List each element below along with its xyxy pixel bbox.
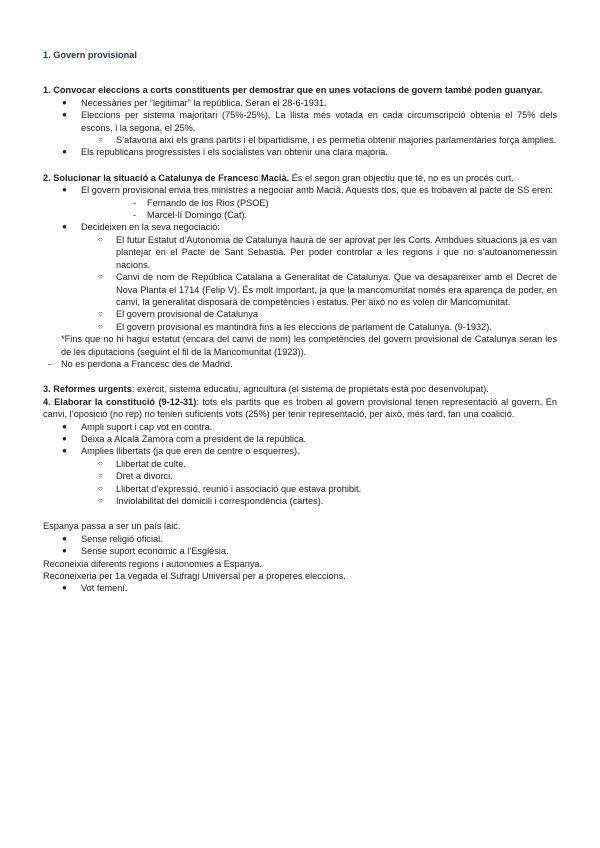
dash-icon: - (133, 197, 137, 208)
bullet-icon: ● (62, 433, 67, 443)
list-subitem: ○ Llibertat de culte. (98, 458, 186, 469)
bullet-icon: ● (62, 546, 67, 556)
minister-item: - Marcel·lí Domingo (Cat). (133, 210, 248, 221)
list-subitem: ○ El govern provisional es mantindrà fins a les eleccions de parlament de Catalunya. (9-1932). (98, 321, 492, 332)
list-subitem: ○ Dret a divorci. (98, 471, 173, 482)
list-subitem: ○ Inviolabilitat del domicili i correspondència (cartes). (98, 496, 324, 506)
circle-bullet-icon: ○ (98, 321, 103, 331)
s5-line2: Reconeixia diferents regions i autonomies a Espanya. (43, 558, 263, 569)
circle-bullet-icon: ○ (98, 483, 103, 493)
list-item: ● Amplies llibertats (ja que eren de centre o esquerres). (62, 446, 300, 457)
bullet-icon: ● (62, 97, 67, 107)
bullet-icon: ● (62, 110, 67, 120)
dash-item: - No es perdona a Francesc des de Madrid. (48, 358, 233, 369)
list-subitem: ○ Canvi de nom de República Catalana a Generalitat de Catalunya. Que va desaparèixer amb el Decret de Nova Planta el 1714 (Felip V). És molt important, ja que la mancomunitat només era aparença de poder, en canvi, la generalitat disposarà de competències i estatus. Per això no es volen dir Mancomunitat. (98, 272, 557, 307)
bullet-icon: ● (62, 583, 67, 593)
s4-paragraph: 4. Elaborar la constitució (9-12-31): tots els partits que es troben al govern provisional tenen representació al govern. En canvi, l’oposició (no rep) no tenien suficients vots (25%) per tenir representació, per això, més tard, fan una coalició. (43, 396, 557, 420)
list-item: ● Ampli suport i cap vot en contra. (62, 421, 213, 432)
bullet-icon: ● (62, 147, 67, 157)
list-subitem: ○ El futur Estatut d’Autonomia de Catalunya haurà de ser aprovat per les Corts. Ambdues situacions ja es van plantejar en el Pacte de Sant Sebastià. Per poder controlar a les regions i que no s’autoanomenessin nacions. (98, 234, 557, 270)
s2-heading: 2. Solucionar la situació a Catalunya de Francesc Macià. És el segon gran objectiu que té, no es un procés curt. (43, 172, 514, 183)
s1-list (43, 97, 557, 159)
bullet-icon: ● (62, 185, 67, 195)
list-subitem: ○ El govern provisional de Catalunya (98, 309, 258, 320)
bullet-icon: ● (62, 533, 67, 543)
circle-bullet-icon: ○ (98, 272, 103, 282)
list-item: ● Vot femení. (62, 583, 128, 594)
list-item: ● Necessàries per “legitimar” la república. Seran el 28-6-1931. (62, 97, 327, 108)
s2-list (43, 184, 557, 333)
s5-line1: Espanya passa a ser un país laic. (43, 521, 181, 532)
section-title: 1. Govern provisional (43, 50, 137, 60)
circle-bullet-icon: ○ (98, 309, 103, 319)
list-subitem: ○ S’afavoria així els grans partits i el bipartidisme, i es permetia obtenir majories parlamentàries força àmplies. (98, 135, 557, 146)
dash-icon: - (48, 358, 52, 369)
list-item: ● Sense religió oficial. (62, 533, 163, 544)
bullet-icon: ● (62, 421, 67, 431)
circle-bullet-icon: ○ (98, 471, 103, 481)
s5-list (43, 533, 557, 558)
list-subitem: ○ Llibertat d’expressió, reunió i associació que estava prohibit. (98, 483, 362, 494)
list-item: ● Sense suport econòmic a l’Església. (62, 546, 229, 557)
document-page (43, 49, 557, 595)
circle-bullet-icon: ○ (98, 234, 103, 244)
s3-line: 3. Reformes urgents: exèrcit, sistema educatiu, agricultura (el sistema de propietats està poc desenvolupat). (43, 384, 489, 395)
circle-bullet-icon: ○ (98, 496, 103, 505)
list-item: ● Decideixen en la seva negociació: (62, 222, 220, 233)
bullet-icon: ● (62, 222, 67, 232)
s4-list (43, 421, 557, 508)
dash-icon: - (133, 210, 137, 221)
list-item: ● El govern provisional envia tres ministres a negociar amb Macià. Aquests dos, que es trobaven al pacte de SS eren: (62, 185, 553, 196)
circle-bullet-icon: ○ (98, 458, 103, 468)
s1-heading: 1. Convocar eleccions a corts constituents per demostrar que en unes votacions de govern també poden guanyar. (43, 85, 543, 96)
circle-bullet-icon: ○ (98, 135, 103, 145)
list-item: ● Els republicans progressistes i els socialistes van obtenir una clara majoria. (62, 147, 388, 158)
list-item: ● Eleccions per sistema majoritari (75%-25%). La llista més votada en cada circumscripció obtenia el 75% dels escons, i la segona, el 25%. (62, 110, 557, 133)
s2-note: *Fins que no hi hagui estatut (encara del canvi de nom) les competències del govern provisional de Catalunya seran les de les diputacions (seguint el fil de la Mancomunitat (1923)). (61, 334, 557, 357)
bullet-icon: ● (62, 446, 67, 456)
list-item: ● Deixa a Alcalà Zamora com a president de la república. (62, 433, 307, 444)
minister-item: - Fernando de los Rios (PSOE) (133, 197, 269, 208)
s5-line3: Reconeixeria per 1a vegada el Sufragi Universal per a properes eleccions. (43, 571, 346, 582)
